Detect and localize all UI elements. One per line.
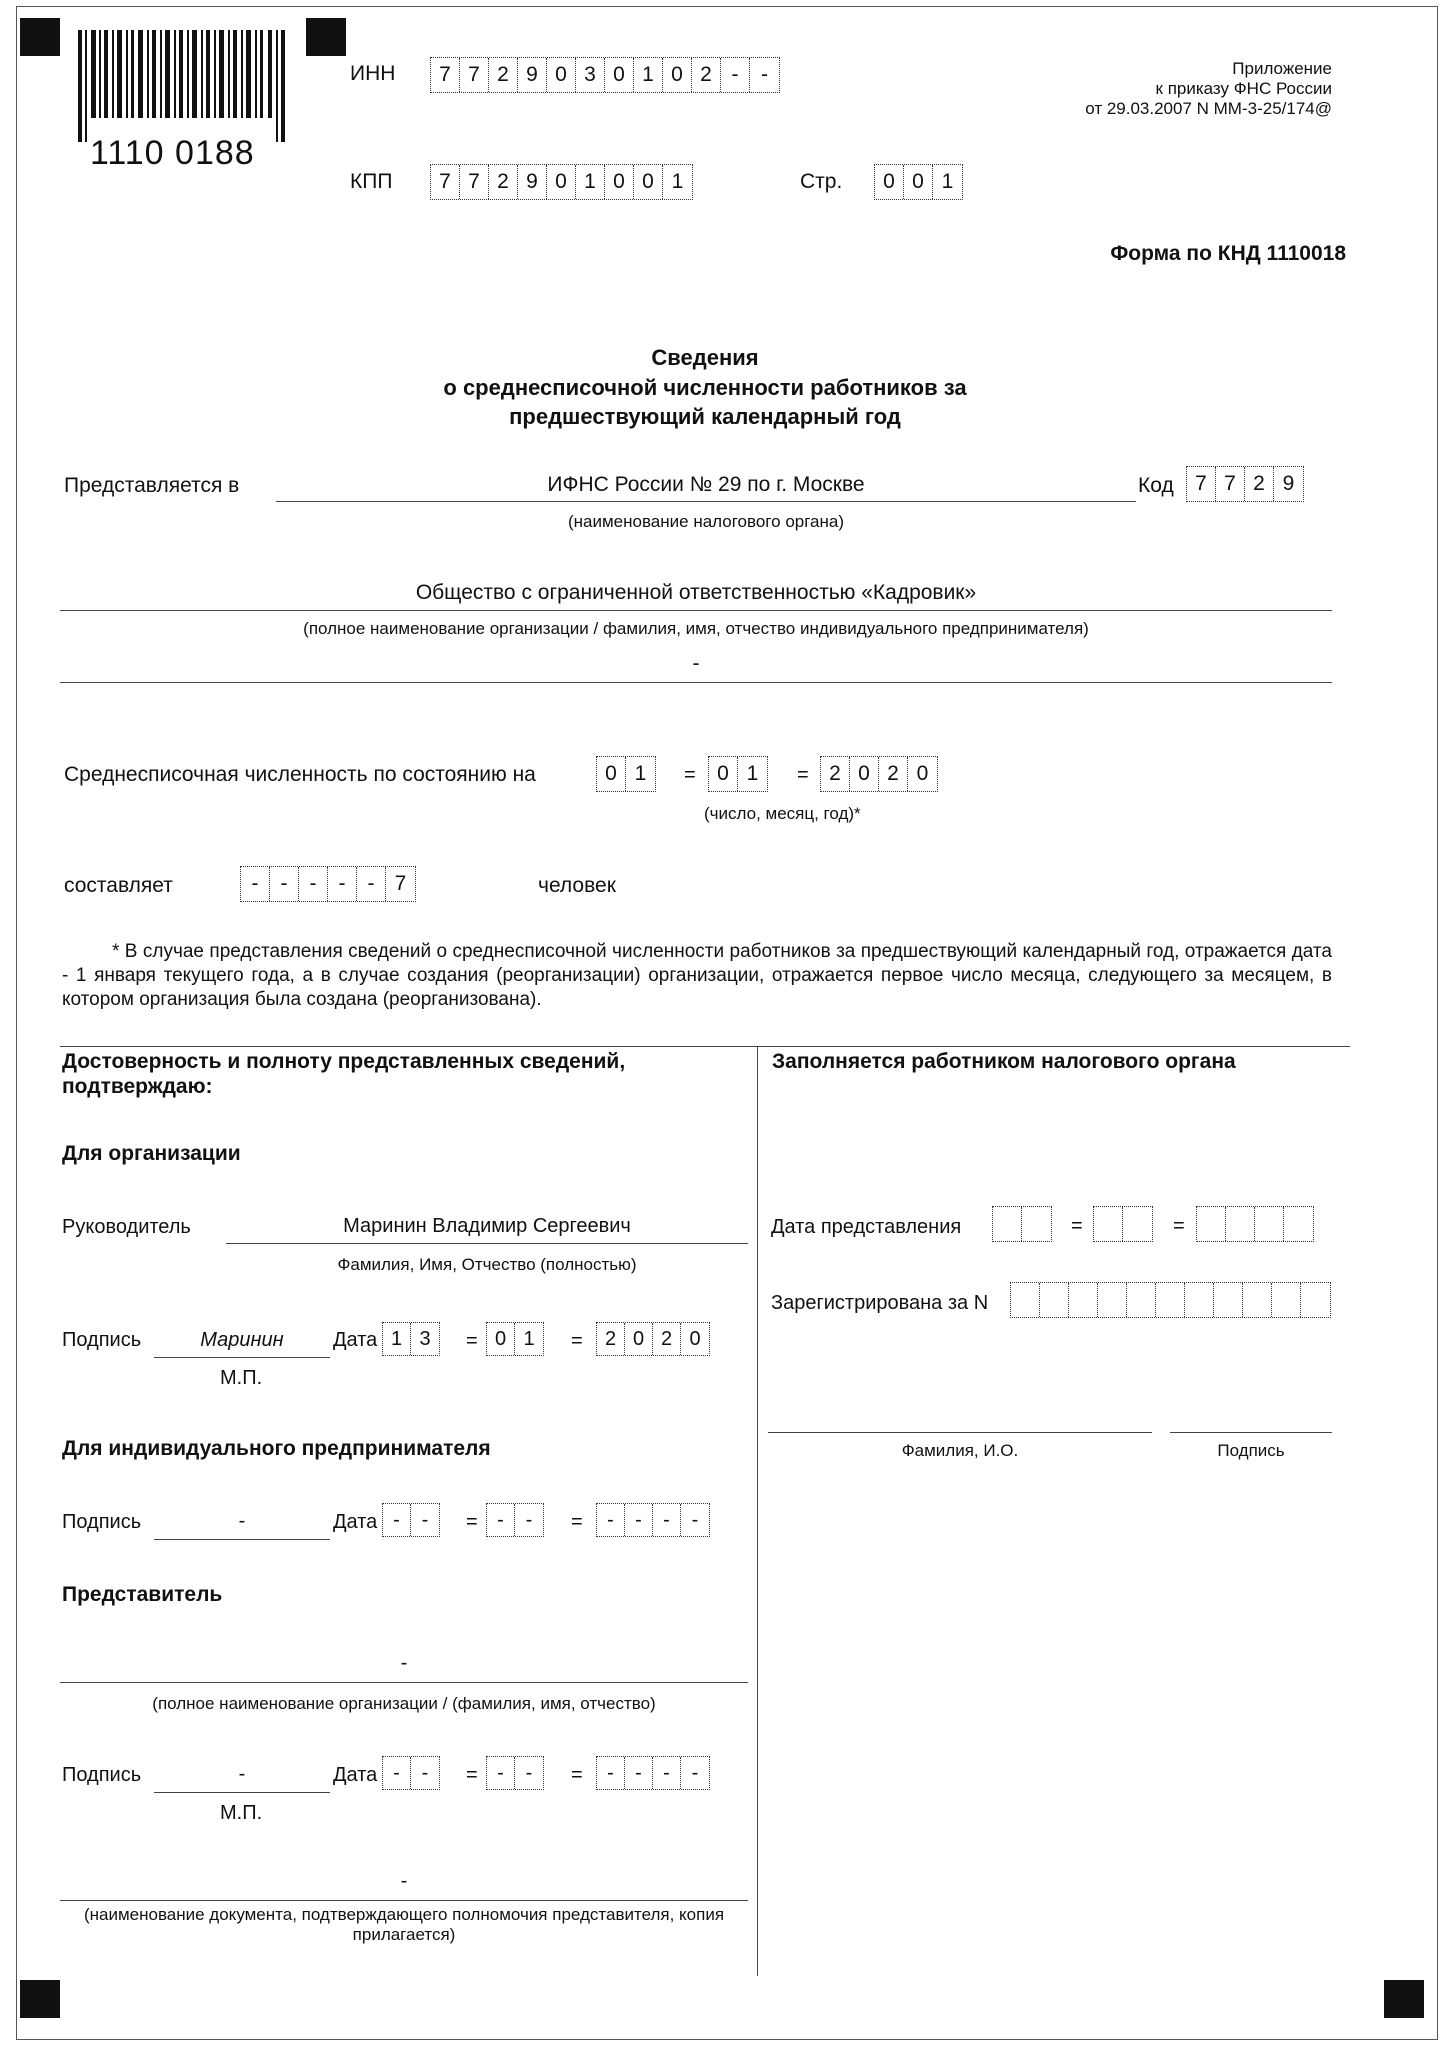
org-signature: Маринин [200,1329,284,1351]
digit-cell: - [421,1761,429,1784]
digit-cell: - [721,58,750,92]
digit-cell: 7 [460,165,489,199]
digit-cell: 2 [821,757,850,791]
ip-date-day-field[interactable] [382,1503,440,1537]
digit-cell: - [653,1504,681,1536]
digit-cell: 1 [576,165,605,199]
digit-cell: 0 [709,757,738,791]
corner-marker-bottom-left [20,1980,60,2018]
rep-signature-underline [154,1792,330,1793]
rep-name-caption: (полное наименование организации / (фамилия, имя, отчество) [152,1694,656,1713]
digit-cell: 1 [383,1323,411,1355]
date-separator: = [466,1511,478,1533]
officer-name-underline [768,1432,1152,1433]
date-separator: = [571,1511,583,1533]
head-name: Маринин Владимир Сергеевич [343,1215,631,1237]
digit-cell [1011,1283,1040,1317]
rep-stamp-place: М.П. [220,1802,263,1824]
inn-label: ИНН [350,62,396,85]
digit-cell: 1 [941,170,954,193]
submission-date-day-field[interactable] [992,1206,1052,1242]
rep-document-underline [60,1900,748,1901]
section-divider [60,1046,1350,1047]
headcount-amount-field[interactable] [240,866,416,902]
ip-date-label: Дата [333,1511,378,1533]
digit-cell: 2 [489,58,518,92]
digit-cell: 0 [605,58,634,92]
digit-cell [1022,1207,1051,1241]
org-date-year-field[interactable] [596,1322,710,1356]
title-line1: Сведения [651,345,759,370]
kpp-field[interactable] [430,164,693,200]
digit-cell [1185,1283,1214,1317]
digit-cell [1094,1207,1123,1241]
digit-cell [1123,1207,1152,1241]
digit-cell [1214,1283,1243,1317]
registration-number-field[interactable] [1010,1282,1331,1318]
head-name-caption: Фамилия, Имя, Отчество (полностью) [337,1255,637,1274]
headcount-date-label: Среднесписочная численность по состоянию на [64,763,536,786]
date-separator: = [1173,1215,1185,1237]
digit-cell: 2 [1245,467,1274,501]
digit-cell: 2 [489,165,518,199]
digit-cell [1127,1283,1156,1317]
digit-cell: 0 [605,165,634,199]
digit-cell: 9 [518,165,547,199]
digit-cell: - [625,1757,653,1789]
rep-name-underline [60,1682,748,1683]
rep-date-label: Дата [333,1764,378,1786]
rep-heading: Представитель [62,1583,223,1606]
headcount-amount-label: составляет [64,874,173,897]
digit-cell: 1 [746,762,759,785]
organization-extra-underline [60,682,1332,683]
digit-cell: - [525,1508,533,1531]
page-border [16,6,1438,2040]
digit-cell [1272,1283,1301,1317]
digit-cell: 1 [523,1327,535,1350]
org-sign-label: Подпись [62,1329,142,1351]
digit-cell: 2 [692,58,721,92]
digit-cell: 3 [576,58,605,92]
digit-cell: - [597,1757,625,1789]
submission-date-year-field[interactable] [1196,1206,1314,1242]
digit-cell: 7 [431,58,460,92]
rep-document: - [400,1870,408,1892]
digit-cell: - [421,1508,429,1531]
digit-cell: 0 [487,1323,515,1355]
org-stamp-place: М.П. [220,1367,263,1389]
digit-cell: 1 [634,762,647,785]
title-line2: о среднесписочной численности работников за [443,375,967,400]
digit-cell: - [383,1757,411,1789]
rep-document-caption-line1: (наименование документа, подтверждающего полномочия представителя, копия [83,1905,725,1924]
head-label: Руководитель [62,1216,191,1238]
headcount-unit: человек [538,874,616,897]
organization-underline [60,610,1332,611]
digit-cell: - [761,63,768,86]
page-number-field[interactable] [874,164,963,200]
digit-cell: 0 [634,165,663,199]
barcode-number: 1110 0188 [90,134,255,172]
page-label: Стр. [800,170,843,193]
digit-cell: 2 [597,1323,625,1355]
digit-cell: 0 [875,165,904,199]
date-separator: = [466,1330,478,1352]
digit-cell: - [270,867,299,901]
inn-field[interactable] [430,57,780,93]
tax-authority-name: ИФНС России № 29 по г. Москве [547,473,865,496]
tax-authority-caption: (наименование налогового органа) [567,512,845,531]
digit-cell: - [241,867,270,901]
digit-cell: 0 [597,757,626,791]
digit-cell: 0 [916,762,929,785]
form-code: Форма по КНД 1110018 [1110,242,1346,265]
digit-cell [1284,1207,1313,1241]
org-date-month-field[interactable] [486,1322,544,1356]
digit-cell: - [299,867,328,901]
digit-cell: 2 [653,1323,681,1355]
ip-heading: Для индивидуального предпринимателя [62,1437,491,1460]
corner-marker-top-left [20,18,60,56]
headcount-month-field[interactable] [708,756,768,792]
digit-cell: - [525,1761,533,1784]
headcount-year-field[interactable] [820,756,938,792]
confirm-heading-line1: Достоверность и полноту представленных сведений, [62,1050,626,1073]
digit-cell: 7 [1216,467,1245,501]
digit-cell [1301,1283,1330,1317]
headcount-day-field[interactable] [596,756,656,792]
digit-cell: 2 [879,757,908,791]
appendix-line2: к приказу ФНС России [1155,79,1332,98]
rep-date-month-field[interactable] [486,1756,544,1790]
digit-cell: - [383,1504,411,1536]
org-date-day-field[interactable] [382,1322,440,1356]
digit-cell [1098,1283,1127,1317]
officer-signature-caption: Подпись [1217,1441,1285,1460]
digit-cell: 1 [671,170,684,193]
corner-marker-top-mid [306,18,346,56]
organization-name: Общество с ограниченной ответственностью «Кадровик» [415,581,977,604]
registration-number-label: Зарегистрирована за N [771,1292,989,1314]
date-separator: = [571,1764,583,1786]
org-date-label: Дата [333,1329,378,1351]
digit-cell: 7 [1187,467,1216,501]
submission-date-month-field[interactable] [1093,1206,1153,1242]
digit-cell: - [597,1504,625,1536]
digit-cell [1255,1207,1284,1241]
digit-cell: 7 [431,165,460,199]
column-divider [757,1046,758,1976]
digit-cell: 7 [460,58,489,92]
kpp-label: КПП [350,170,393,193]
digit-cell: - [328,867,357,901]
rep-name: - [400,1652,408,1674]
digit-cell [1197,1207,1226,1241]
authority-code-field[interactable] [1186,466,1304,502]
code-label: Код [1138,474,1174,497]
digit-cell: - [357,867,386,901]
digit-cell: 9 [518,58,547,92]
tax-office-heading: Заполняется работником налогового органа [772,1050,1236,1073]
digit-cell [1243,1283,1272,1317]
ip-signature: - [238,1510,246,1532]
corner-marker-bottom-right [1384,1980,1424,2018]
digit-cell: 3 [419,1327,431,1350]
digit-cell: - [691,1508,699,1531]
digit-cell [1069,1283,1098,1317]
submitted-label: Представляется в [64,474,240,497]
rep-date-year-field[interactable] [596,1756,710,1790]
rep-date-day-field[interactable] [382,1756,440,1790]
ip-date-year-field[interactable] [596,1503,710,1537]
digit-cell: - [487,1757,515,1789]
headcount-date-caption: (число, месяц, год)* [704,804,861,823]
date-separator: = [684,764,696,786]
digit-cell: 0 [850,757,879,791]
rep-signature: - [238,1763,246,1785]
digit-cell [1156,1283,1185,1317]
head-name-underline [226,1243,748,1244]
organization-extra: - [692,652,700,675]
title-line3: предшествующий календарный год [509,404,901,429]
org-signature-underline [154,1357,330,1358]
digit-cell: 0 [547,165,576,199]
organization-caption: (полное наименование организации / фамилия, имя, отчество индивидуального предпринимателя) [303,619,1089,638]
digit-cell: 0 [663,58,692,92]
digit-cell: - [691,1761,699,1784]
date-separator: = [797,764,809,786]
officer-name-caption: Фамилия, И.О. [901,1441,1019,1460]
tax-authority-underline [276,501,1136,502]
officer-signature-underline [1170,1432,1332,1433]
digit-cell: 0 [689,1327,701,1350]
org-heading: Для организации [62,1142,241,1165]
date-separator: = [466,1764,478,1786]
appendix-line3: от 29.03.2007 N ММ-3-25/174@ [1085,99,1332,118]
digit-cell: 9 [1282,472,1295,495]
digit-cell [1226,1207,1255,1241]
digit-cell: 1 [634,58,663,92]
digit-cell: - [625,1504,653,1536]
ip-sign-label: Подпись [62,1511,142,1533]
footnote: * В случае представления сведений о среднесписочной численности работников за предшествующий календарный год, отражается дата - 1 января текущего года, а в случае создания (реорганизации) организации, отражается первое число месяца, следующего за месяцем, в котором организация была создана (реорганизована). [62,941,1332,1010]
digit-cell: 7 [394,872,407,895]
digit-cell: - [653,1757,681,1789]
date-separator: = [1071,1215,1083,1237]
ip-date-month-field[interactable] [486,1503,544,1537]
appendix-line1: Приложение [1232,59,1332,78]
date-separator: = [571,1330,583,1352]
digit-cell: 0 [547,58,576,92]
digit-cell [1040,1283,1069,1317]
rep-sign-label: Подпись [62,1764,142,1786]
confirm-heading-line2: подтверждаю: [62,1075,213,1098]
digit-cell: 0 [625,1323,653,1355]
submission-date-label: Дата представления [771,1216,962,1238]
digit-cell: - [487,1504,515,1536]
rep-document-caption-line2: прилагается) [352,1925,456,1944]
ip-signature-underline [154,1539,330,1540]
digit-cell [993,1207,1022,1241]
digit-cell: 0 [904,165,933,199]
